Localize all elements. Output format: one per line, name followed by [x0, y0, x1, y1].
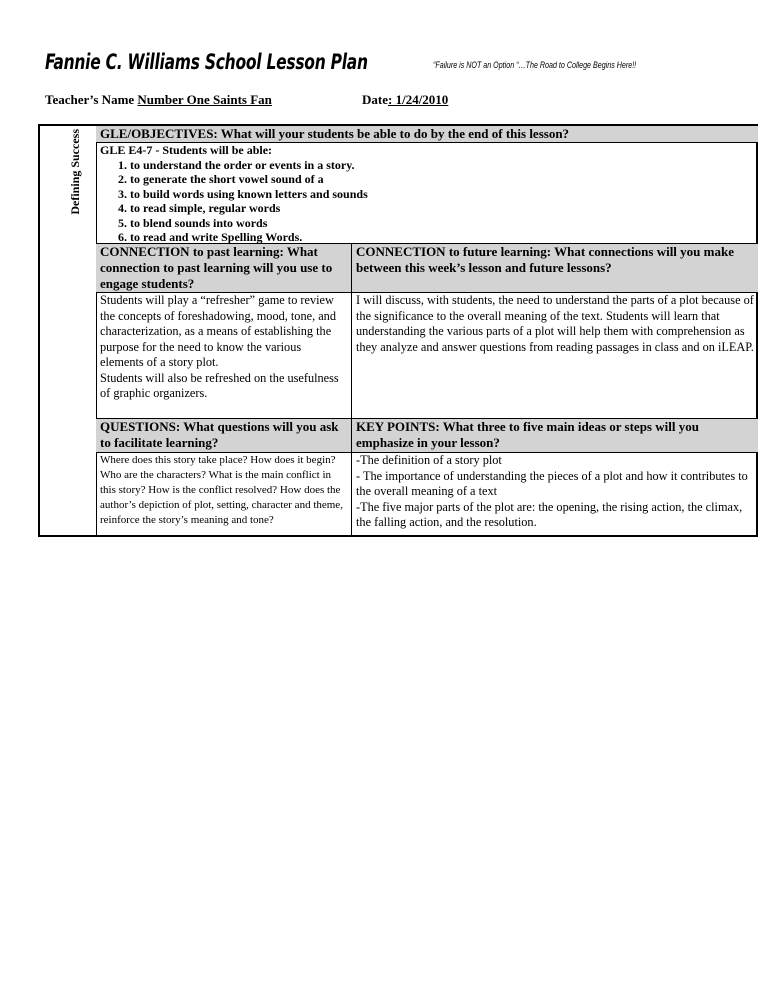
key-points-heading-rest: : What three to five main ideas or steps will you emphasize in your lesson?	[356, 419, 699, 450]
key-point-item: - The importance of understanding the pieces of a plot and how it contributes to the overall meaning of a text	[356, 468, 748, 498]
questions-content: Where does this story take place? How does it begin? Who are the characters? What is the main conflict in this story? How is the conflict resolved? How does the author’s depiction of plot, setting, character and theme, reinforce the story’s meaning and tone?	[96, 453, 352, 537]
past-learning-heading: CONNECTION to past learning: What connection to past learning will you use to engage students?	[96, 244, 352, 293]
objectives-list	[100, 158, 754, 245]
past-learning-text: Students will play a “refresher” game to review the concepts of foreshadowing, mood, tone, and characterization, as a means of establishing the purpose for the need to know the various elements of a story plot.	[100, 293, 336, 369]
school-motto: “Failure is NOT an Option “…The Road to College Begins Here!!	[433, 60, 637, 71]
teacher-name-field	[45, 92, 272, 108]
date-value: : 1/24/2010	[388, 92, 449, 107]
side-label-cell	[40, 126, 97, 535]
key-points-content	[352, 453, 758, 537]
date-field	[362, 92, 448, 108]
objective-item: 1. to understand the order or events in a story.	[130, 158, 754, 173]
key-points-heading	[352, 419, 758, 453]
key-points-heading-bold: KEY POINTS	[356, 419, 436, 434]
objectives-heading: GLE/OBJECTIVES: What will your students be able to do by the end of this lesson?	[96, 126, 758, 143]
objective-item: 5. to blend sounds into words	[130, 216, 754, 231]
future-learning-content: I will discuss, with students, the need to understand the parts of a plot because of the significance to the overall meaning of the text. Students will learn that understanding the various parts of a plot will help them with comprehension as they analyze and answer questions from reading passages in class and on iLEAP.	[352, 293, 758, 419]
objective-item: 3. to build words using known letters and sounds	[130, 187, 754, 202]
lesson-plan-table	[38, 124, 758, 537]
past-learning-content	[96, 293, 352, 419]
teacher-name: Number One Saints Fan	[137, 92, 272, 107]
side-label: Defining Success	[68, 129, 82, 215]
past-learning-text-2: Students will also be refreshed on the usefulness of graphic organizers.	[100, 370, 339, 400]
key-point-item: -The definition of a story plot	[356, 453, 502, 467]
objective-item: 4. to read simple, regular words	[130, 201, 754, 216]
future-learning-heading: CONNECTION to future learning: What connections will you make between this week’s lesson and future lessons?	[352, 244, 758, 293]
key-point-item: -The five major parts of the plot are: the opening, the rising action, the climax, the falling action, and the resolution.	[356, 499, 743, 529]
date-label: Date	[362, 92, 388, 107]
questions-heading: QUESTIONS: What questions will you ask to facilitate learning?	[96, 419, 352, 453]
document-title: Fannie C. Williams School Lesson Plan	[45, 50, 368, 74]
objective-item: 2. to generate the short vowel sound of a	[130, 172, 754, 187]
objective-item: 6. to read and write Spelling Words.	[130, 230, 754, 245]
objectives-content	[96, 143, 758, 244]
teacher-label: Teacher’s Name	[45, 92, 138, 107]
objectives-intro: GLE E4-7 - Students will be able:	[100, 143, 273, 157]
